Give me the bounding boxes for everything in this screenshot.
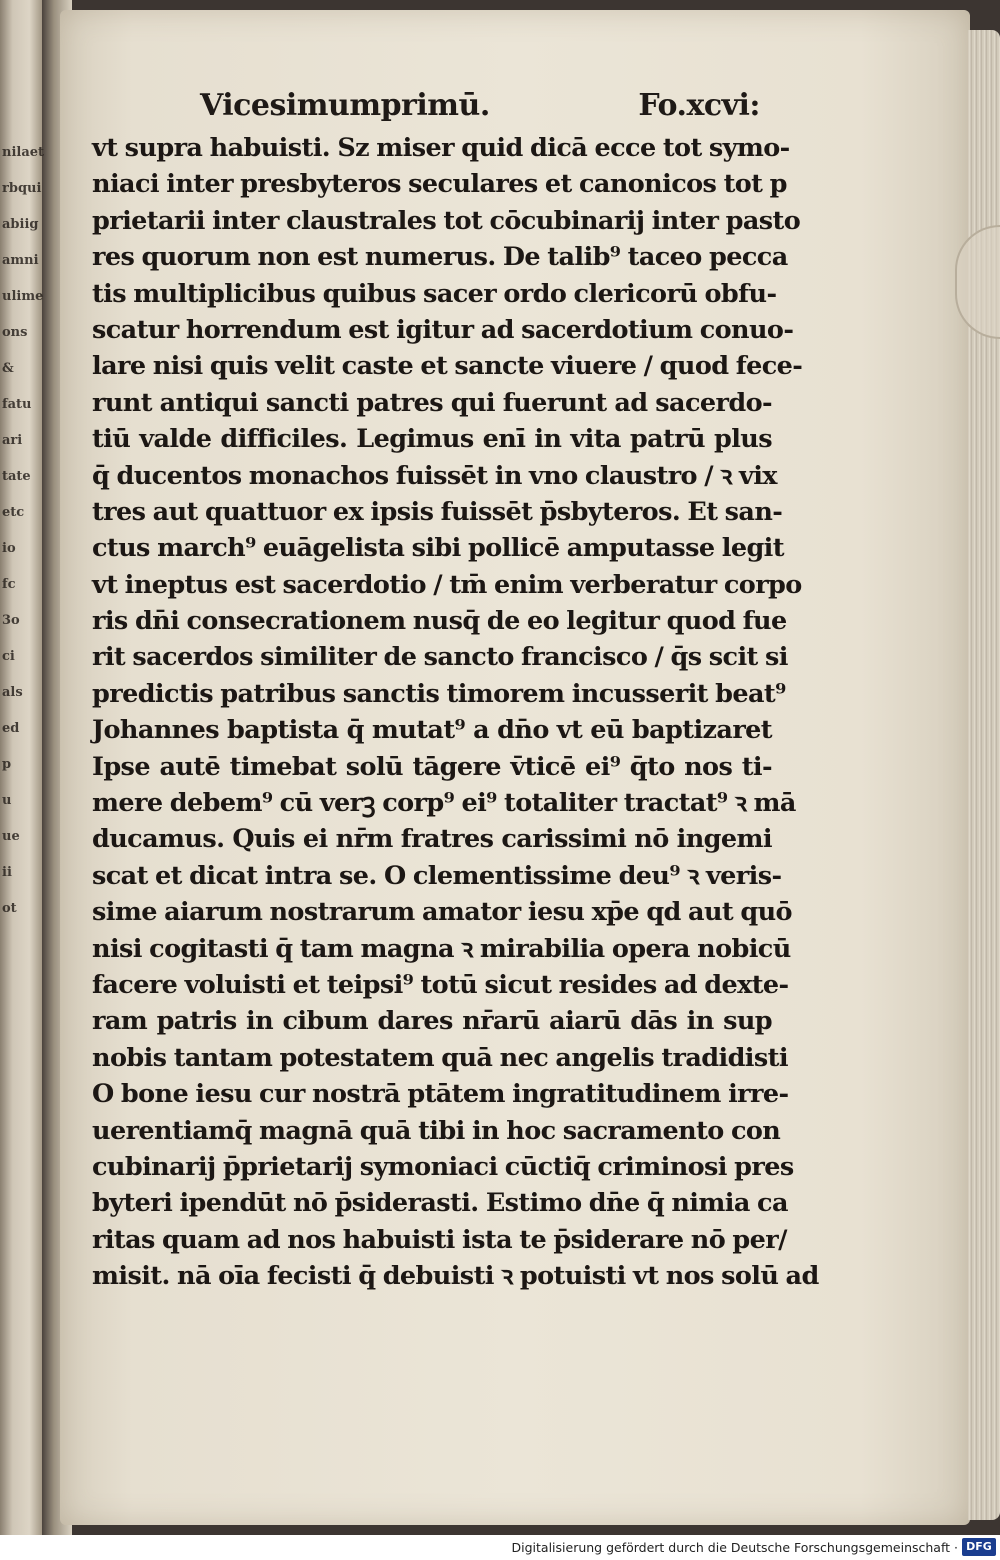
- left-page-fragment: fatu: [2, 397, 32, 412]
- text-line: prietarii inter claustrales tot cōcubinarij inter pasto: [92, 205, 801, 236]
- text-line: tres aut quattuor ex ipsis fuissēt p̄sbyteros. Et san-: [92, 496, 783, 527]
- text-line: Johannes baptista q̄ mutat⁹ a dn̄o vt eū baptizaret: [92, 715, 772, 746]
- left-page-fragment: fc: [2, 577, 16, 592]
- text-line: byteri ipendūt nō p̄siderasti. Estimo dn̄e q̄ nimia ca: [92, 1188, 788, 1219]
- text-line: ram patris in cibum dares nr̄arū aiarū dās in sup: [92, 1006, 772, 1037]
- text-line: rit sacerdos similiter de sancto francisco / q̄s scit si: [92, 642, 788, 673]
- body-text: [92, 130, 819, 1295]
- text-line: cubinarij p̄prietarij symoniaci cūctiq̄ criminosi pres: [92, 1151, 794, 1182]
- left-page-fragment: ons: [2, 325, 28, 340]
- text-line: ducamus. Quis ei nr̄m fratres carissimi nō ingemi: [92, 824, 772, 855]
- left-page-fragment: ot: [2, 901, 17, 916]
- text-line: misit. nā oīa fecisti q̄ debuisti ꝛ potuisti vt nos solū ad: [92, 1261, 819, 1292]
- left-page-fragment: u: [2, 793, 12, 808]
- text-line: ris dn̄i consecrationem nusq̄ de eo legitur quod fue: [92, 606, 787, 637]
- text-line: facere voluisti et teipsi⁹ totū sicut resides ad dexte-: [92, 969, 789, 1000]
- funding-credit: Digitalisierung gefördert durch die Deutsche Forschungsgemeinschaft ·: [511, 1540, 958, 1555]
- credit-bar: [0, 1535, 1000, 1560]
- text-line: O bone iesu cur nostrā ptātem ingratitudinem irre-: [92, 1079, 789, 1110]
- left-page-fragment: io: [2, 541, 16, 556]
- left-page-fragment: abiig: [2, 217, 39, 232]
- left-page-fragment: ci: [2, 649, 15, 664]
- left-page-fragment: amni: [2, 253, 39, 268]
- text-line: scat et dicat intra se. O clementissime deu⁹ ꝛ veris-: [92, 860, 782, 891]
- left-page-fragment: p: [2, 757, 12, 772]
- left-page-fragment: &: [2, 361, 14, 376]
- text-line: ctus march⁹ euāgelista sibi pollicē amputasse legit: [92, 533, 784, 564]
- left-page-fragment: rbqui: [2, 181, 42, 196]
- left-page-fragment: nilaet: [2, 145, 45, 160]
- text-line: ritas quam ad nos habuisti ista te p̄siderare nō per/: [92, 1224, 787, 1255]
- left-page-fragment: ulime: [2, 289, 44, 304]
- text-line: res quorum non est numerus. De talib⁹ taceo pecca: [92, 242, 788, 273]
- text-line: tiū valde difficiles. Legimus enī in vita patrū plus: [92, 424, 772, 455]
- text-line: q̄ ducentos monachos fuissēt in vno claustro / ꝛ vix: [92, 460, 777, 491]
- text-line: mere debem⁹ cū verꝫ corp⁹ ei⁹ totaliter tractat⁹ ꝛ mā: [92, 788, 796, 819]
- left-page-fragment: tate: [2, 469, 31, 484]
- dfg-logo: DFG: [962, 1538, 996, 1556]
- left-page-fragment: etc: [2, 505, 25, 520]
- text-line: tis multiplicibus quibus sacer ordo clericorū obfu-: [92, 278, 777, 309]
- left-page-fragment: 3o: [2, 613, 20, 628]
- left-page-fragment: ari: [2, 433, 23, 448]
- text-line: sime aiarum nostrarum amator iesu xp̄e qd aut quō: [92, 897, 792, 928]
- left-page-fragment: ue: [2, 829, 20, 844]
- text-line: vt ineptus est sacerdotio / tm̄ enim verberatur corpo: [92, 569, 802, 600]
- text-line: vt supra habuisti. Sz miser quid dicā ecce tot symo-: [92, 133, 790, 163]
- text-line: nisi cogitasti q̄ tam magna ꝛ mirabilia opera nobicū: [92, 933, 791, 964]
- text-line: uerentiamq̄ magnā quā tibi in hoc sacramento con: [92, 1115, 781, 1146]
- text-line: Ipse autē timebat solū tāgere v̄ticē ei⁹ q̄to nos ti-: [92, 751, 772, 782]
- folio-number: Fo.xcvi:: [638, 88, 760, 123]
- text-line: lare nisi quis velit caste et sancte viuere / quod fece-: [92, 351, 803, 382]
- running-head: Vicesimumprimū.: [200, 88, 490, 123]
- text-line: niaci inter presbyteros seculares et canonicos tot p: [92, 169, 787, 200]
- page-header: [200, 88, 760, 126]
- text-line: predictis patribus sanctis timorem incusserit beat⁹: [92, 678, 786, 709]
- left-page-fragment: ed: [2, 721, 20, 736]
- text-line: runt antiqui sancti patres qui fuerunt ad sacerdo-: [92, 387, 772, 418]
- text-line: scatur horrendum est igitur ad sacerdotium conuo-: [92, 314, 794, 345]
- text-line: nobis tantam potestatem quā nec angelis tradidisti: [92, 1042, 788, 1073]
- left-page-fragment: ii: [2, 865, 12, 880]
- left-page-fragment: als: [2, 685, 23, 700]
